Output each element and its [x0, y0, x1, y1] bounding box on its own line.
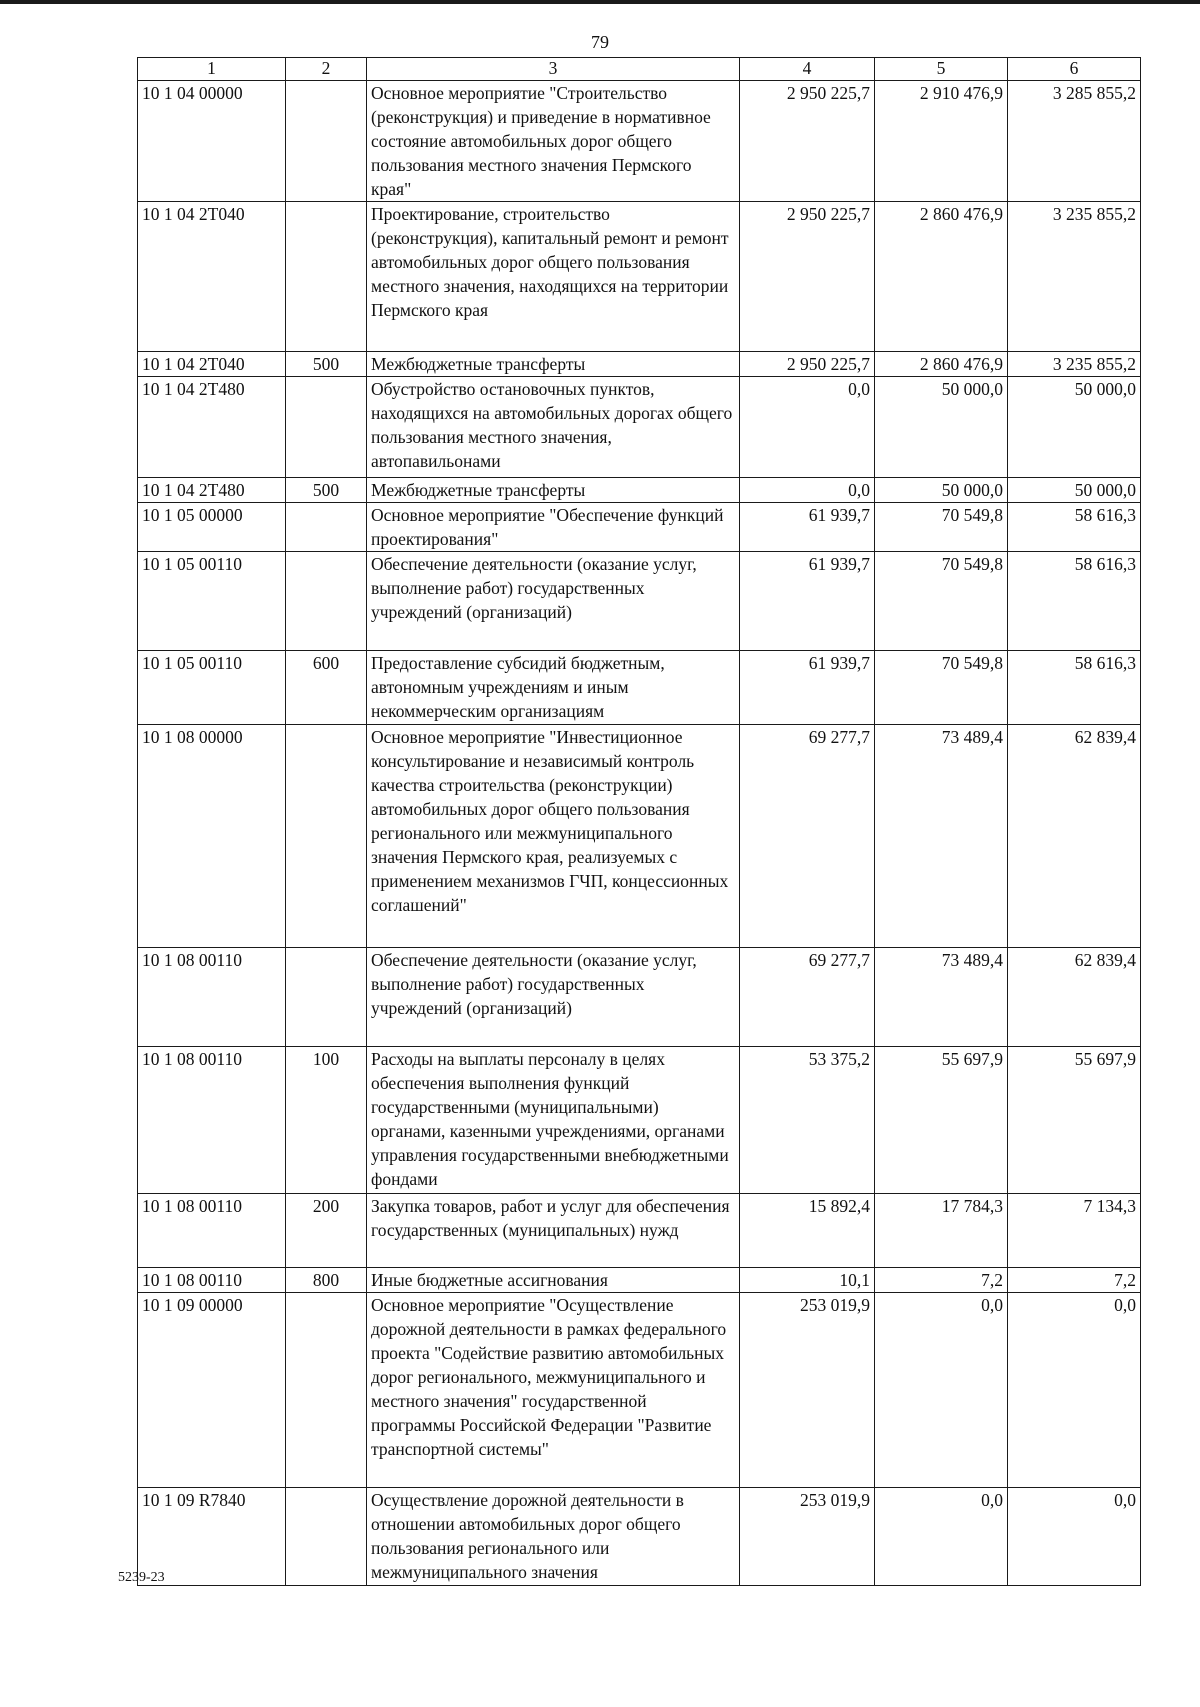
expense-type-cell	[286, 1293, 367, 1488]
table-row	[138, 1293, 1141, 1488]
name-cell: Предоставление субсидий бюджетным, автономным учреждениям и иным некоммерческим организациям	[367, 651, 740, 725]
name-cell: Проектирование, строительство (реконструкция), капитальный ремонт и ремонт автомобильных дорог общего пользования местного значения, находящихся на территории Пермского края	[367, 202, 740, 352]
amount-cell-4: 0,0	[740, 478, 875, 503]
amount-cell-4: 61 939,7	[740, 503, 875, 552]
expense-type-cell	[286, 81, 367, 202]
expense-type-cell: 200	[286, 1194, 367, 1268]
amount-cell-4: 253 019,9	[740, 1293, 875, 1488]
amount-cell-5: 70 549,8	[875, 651, 1008, 725]
amount-cell-4: 69 277,7	[740, 725, 875, 948]
amount-cell-6: 55 697,9	[1008, 1047, 1141, 1194]
amount-cell-5: 0,0	[875, 1488, 1008, 1586]
amount-cell-6: 3 285 855,2	[1008, 81, 1141, 202]
table-row	[138, 202, 1141, 352]
code-cell: 10 1 05 00110	[138, 552, 286, 651]
amount-cell-5: 55 697,9	[875, 1047, 1008, 1194]
name-cell: Основное мероприятие "Инвестиционное консультирование и независимый контроль качества строительства (реконструкции) автомобильных дорог общего пользования регионального или межмуниципального значения Пермского края, реализуемых с применением механизмов ГЧП, концессионных соглашений"	[367, 725, 740, 948]
table-row	[138, 377, 1141, 478]
table-row	[138, 1268, 1141, 1293]
expense-type-cell	[286, 503, 367, 552]
amount-cell-4: 253 019,9	[740, 1488, 875, 1586]
budget-table	[137, 57, 1141, 1586]
code-cell: 10 1 08 00110	[138, 1268, 286, 1293]
table-row	[138, 552, 1141, 651]
column-header: 4	[740, 58, 875, 81]
amount-cell-4: 61 939,7	[740, 552, 875, 651]
table-row	[138, 503, 1141, 552]
table-row	[138, 651, 1141, 725]
name-cell: Межбюджетные трансферты	[367, 478, 740, 503]
name-cell: Закупка товаров, работ и услуг для обеспечения государственных (муниципальных) нужд	[367, 1194, 740, 1268]
amount-cell-6: 50 000,0	[1008, 377, 1141, 478]
expense-type-cell	[286, 948, 367, 1047]
name-cell: Обеспечение деятельности (оказание услуг, выполнение работ) государственных учреждений (организаций)	[367, 948, 740, 1047]
amount-cell-6: 7,2	[1008, 1268, 1141, 1293]
amount-cell-4: 0,0	[740, 377, 875, 478]
column-header: 2	[286, 58, 367, 81]
column-header: 3	[367, 58, 740, 81]
amount-cell-6: 0,0	[1008, 1293, 1141, 1488]
column-header: 6	[1008, 58, 1141, 81]
amount-cell-4: 53 375,2	[740, 1047, 875, 1194]
table-row	[138, 1488, 1141, 1586]
name-cell: Основное мероприятие "Обеспечение функций проектирования"	[367, 503, 740, 552]
column-header: 5	[875, 58, 1008, 81]
table-row	[138, 352, 1141, 377]
amount-cell-6: 50 000,0	[1008, 478, 1141, 503]
document-id: 5239-23	[118, 1570, 165, 1585]
expense-type-cell: 100	[286, 1047, 367, 1194]
amount-cell-5: 0,0	[875, 1293, 1008, 1488]
name-cell: Осуществление дорожной деятельности в отношении автомобильных дорог общего пользования регионального или межмуниципального значения	[367, 1488, 740, 1586]
code-cell: 10 1 04 2Т040	[138, 352, 286, 377]
amount-cell-5: 7,2	[875, 1268, 1008, 1293]
code-cell: 10 1 08 00110	[138, 1194, 286, 1268]
table-row	[138, 948, 1141, 1047]
column-header: 1	[138, 58, 286, 81]
table-row	[138, 81, 1141, 202]
amount-cell-6: 62 839,4	[1008, 725, 1141, 948]
name-cell: Расходы на выплаты персоналу в целях обеспечения выполнения функций государственными (муниципальными) органами, казенными учреждениями, органами управления государственными внебюджетными фондами	[367, 1047, 740, 1194]
table-row	[138, 478, 1141, 503]
expense-type-cell: 600	[286, 651, 367, 725]
table-header-row	[138, 58, 1141, 81]
amount-cell-5: 2 910 476,9	[875, 81, 1008, 202]
code-cell: 10 1 08 00000	[138, 725, 286, 948]
amount-cell-4: 15 892,4	[740, 1194, 875, 1268]
amount-cell-6: 58 616,3	[1008, 651, 1141, 725]
amount-cell-6: 7 134,3	[1008, 1194, 1141, 1268]
amount-cell-5: 50 000,0	[875, 478, 1008, 503]
name-cell: Обустройство остановочных пунктов, находящихся на автомобильных дорогах общего пользования местного значения, автопавильонами	[367, 377, 740, 478]
top-border-line	[0, 0, 1200, 4]
amount-cell-5: 2 860 476,9	[875, 352, 1008, 377]
amount-cell-4: 10,1	[740, 1268, 875, 1293]
amount-cell-5: 17 784,3	[875, 1194, 1008, 1268]
table-row	[138, 1047, 1141, 1194]
amount-cell-5: 70 549,8	[875, 552, 1008, 651]
name-cell: Основное мероприятие "Строительство (реконструкция) и приведение в нормативное состояние автомобильных дорог общего пользования местного значения Пермского края"	[367, 81, 740, 202]
amount-cell-4: 2 950 225,7	[740, 352, 875, 377]
amount-cell-5: 2 860 476,9	[875, 202, 1008, 352]
code-cell: 10 1 08 00110	[138, 948, 286, 1047]
amount-cell-4: 2 950 225,7	[740, 202, 875, 352]
name-cell: Обеспечение деятельности (оказание услуг, выполнение работ) государственных учреждений (организаций)	[367, 552, 740, 651]
amount-cell-6: 58 616,3	[1008, 552, 1141, 651]
page-number: 79	[591, 32, 609, 52]
amount-cell-6: 0,0	[1008, 1488, 1141, 1586]
code-cell: 10 1 04 2Т480	[138, 478, 286, 503]
expense-type-cell: 500	[286, 478, 367, 503]
code-cell: 10 1 04 2Т040	[138, 202, 286, 352]
name-cell: Основное мероприятие "Осуществление дорожной деятельности в рамках федерального проекта "Содействие развитию автомобильных дорог регионального, межмуниципального и местного значения" государственной программы Российской Федерации "Развитие транспортной системы"	[367, 1293, 740, 1488]
amount-cell-6: 58 616,3	[1008, 503, 1141, 552]
amount-cell-4: 69 277,7	[740, 948, 875, 1047]
code-cell: 10 1 09 R7840	[138, 1488, 286, 1586]
amount-cell-6: 3 235 855,2	[1008, 352, 1141, 377]
expense-type-cell	[286, 377, 367, 478]
name-cell: Межбюджетные трансферты	[367, 352, 740, 377]
amount-cell-5: 73 489,4	[875, 948, 1008, 1047]
code-cell: 10 1 08 00110	[138, 1047, 286, 1194]
code-cell: 10 1 04 2Т480	[138, 377, 286, 478]
amount-cell-5: 73 489,4	[875, 725, 1008, 948]
amount-cell-6: 3 235 855,2	[1008, 202, 1141, 352]
amount-cell-6: 62 839,4	[1008, 948, 1141, 1047]
amount-cell-5: 50 000,0	[875, 377, 1008, 478]
code-cell: 10 1 05 00000	[138, 503, 286, 552]
table-row	[138, 1194, 1141, 1268]
expense-type-cell: 800	[286, 1268, 367, 1293]
table-row	[138, 725, 1141, 948]
amount-cell-4: 2 950 225,7	[740, 81, 875, 202]
name-cell: Иные бюджетные ассигнования	[367, 1268, 740, 1293]
code-cell: 10 1 09 00000	[138, 1293, 286, 1488]
code-cell: 10 1 05 00110	[138, 651, 286, 725]
expense-type-cell	[286, 1488, 367, 1586]
expense-type-cell	[286, 552, 367, 651]
expense-type-cell	[286, 725, 367, 948]
amount-cell-4: 61 939,7	[740, 651, 875, 725]
amount-cell-5: 70 549,8	[875, 503, 1008, 552]
expense-type-cell: 500	[286, 352, 367, 377]
code-cell: 10 1 04 00000	[138, 81, 286, 202]
expense-type-cell	[286, 202, 367, 352]
